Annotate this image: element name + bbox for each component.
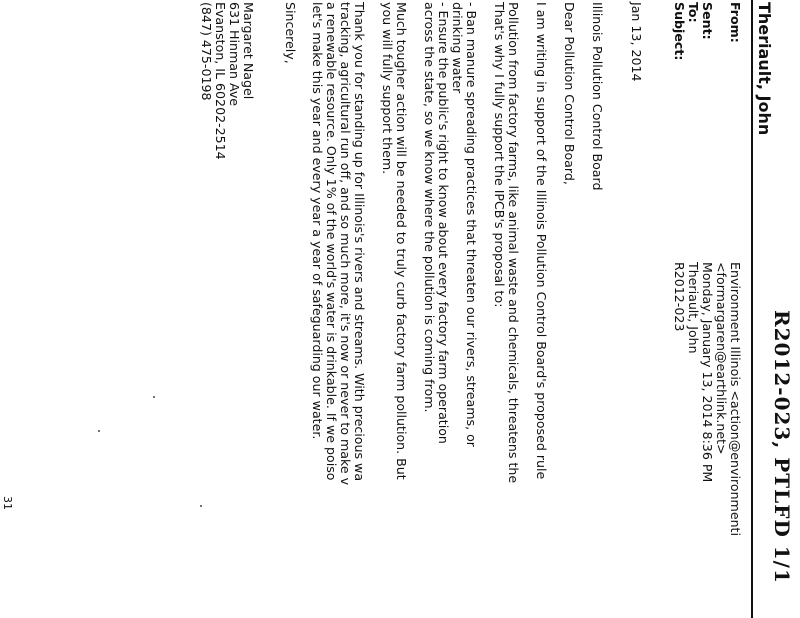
bullet-2-line-2: across the state, so we know where the pollution is coming from.: [422, 2, 437, 413]
closing: Sincerely,: [283, 2, 298, 64]
bullet-1-line-2: drinking water: [450, 2, 465, 94]
para1-line-2: That's why I fully support the IPCB's proposal to:: [492, 2, 507, 308]
to-label: To:: [686, 2, 701, 23]
page-number: 31: [1, 496, 14, 510]
para3-line-1: Thank you for standing up for Illinois's rivers and streams. With precious wa: [352, 2, 367, 482]
from-value: Environment Illinois <action@environmenti: [728, 262, 743, 536]
signature-city: Evanston, IL 60202-2514: [213, 2, 228, 160]
para2-line-1: Much tougher action will be needed to truly curb factory farm pollution. But: [394, 2, 409, 480]
subject-value: R2012-023: [672, 262, 687, 332]
para2-line-2: you will fully support them.: [380, 2, 395, 175]
recipient: Illinois Pollution Control Board: [590, 2, 605, 191]
sent-value: Monday, January 13, 2014 8:36 PM: [700, 262, 715, 483]
from-email: <formargaren@earthlink.net>: [714, 262, 729, 455]
signature-name: Margaret Nagel: [241, 2, 256, 100]
bullet-2-line-1: - Ensure the public's right to know about every factory farm operation: [436, 2, 451, 444]
signature-phone: (847) 475-0198: [199, 2, 214, 101]
bullet-1-line-1: - Ban manure spreading practices that threaten our rivers, streams, or: [464, 2, 479, 447]
para1-line-1: Pollution from factory farms, like animal waste and chemicals, threatens the: [506, 2, 521, 484]
sent-label: Sent:: [700, 2, 715, 40]
header-rule: [751, 0, 753, 618]
docket-stamp: R2012-023, PTLFD 1/1: [770, 310, 794, 584]
scan-speck: [98, 430, 100, 432]
para3-line-2: tracking, agricultural run off, and so much more, it's now or never to make v: [338, 2, 353, 486]
intro-line: I am writing in support of the Illinois Pollution Control Board's proposed rule: [534, 2, 549, 480]
from-label: From:: [728, 2, 743, 43]
para3-line-3: a renewable resource. Only 1% of the world's water is drinkable. If we poiso: [324, 2, 339, 481]
to-value: Theriault, John: [686, 262, 701, 354]
signature-street: 631 Hinman Ave: [227, 2, 242, 107]
letter-date: Jan 13, 2014: [629, 2, 644, 82]
sender-name: Theriault, John: [755, 2, 774, 136]
scan-speck: [153, 396, 155, 398]
salutation: Dear Pollution Control Board,: [562, 2, 577, 185]
subject-label: Subject:: [672, 2, 687, 61]
para3-line-4: let's make this year and every year a year of safeguarding our water.: [310, 2, 325, 440]
scan-speck: [200, 505, 202, 507]
